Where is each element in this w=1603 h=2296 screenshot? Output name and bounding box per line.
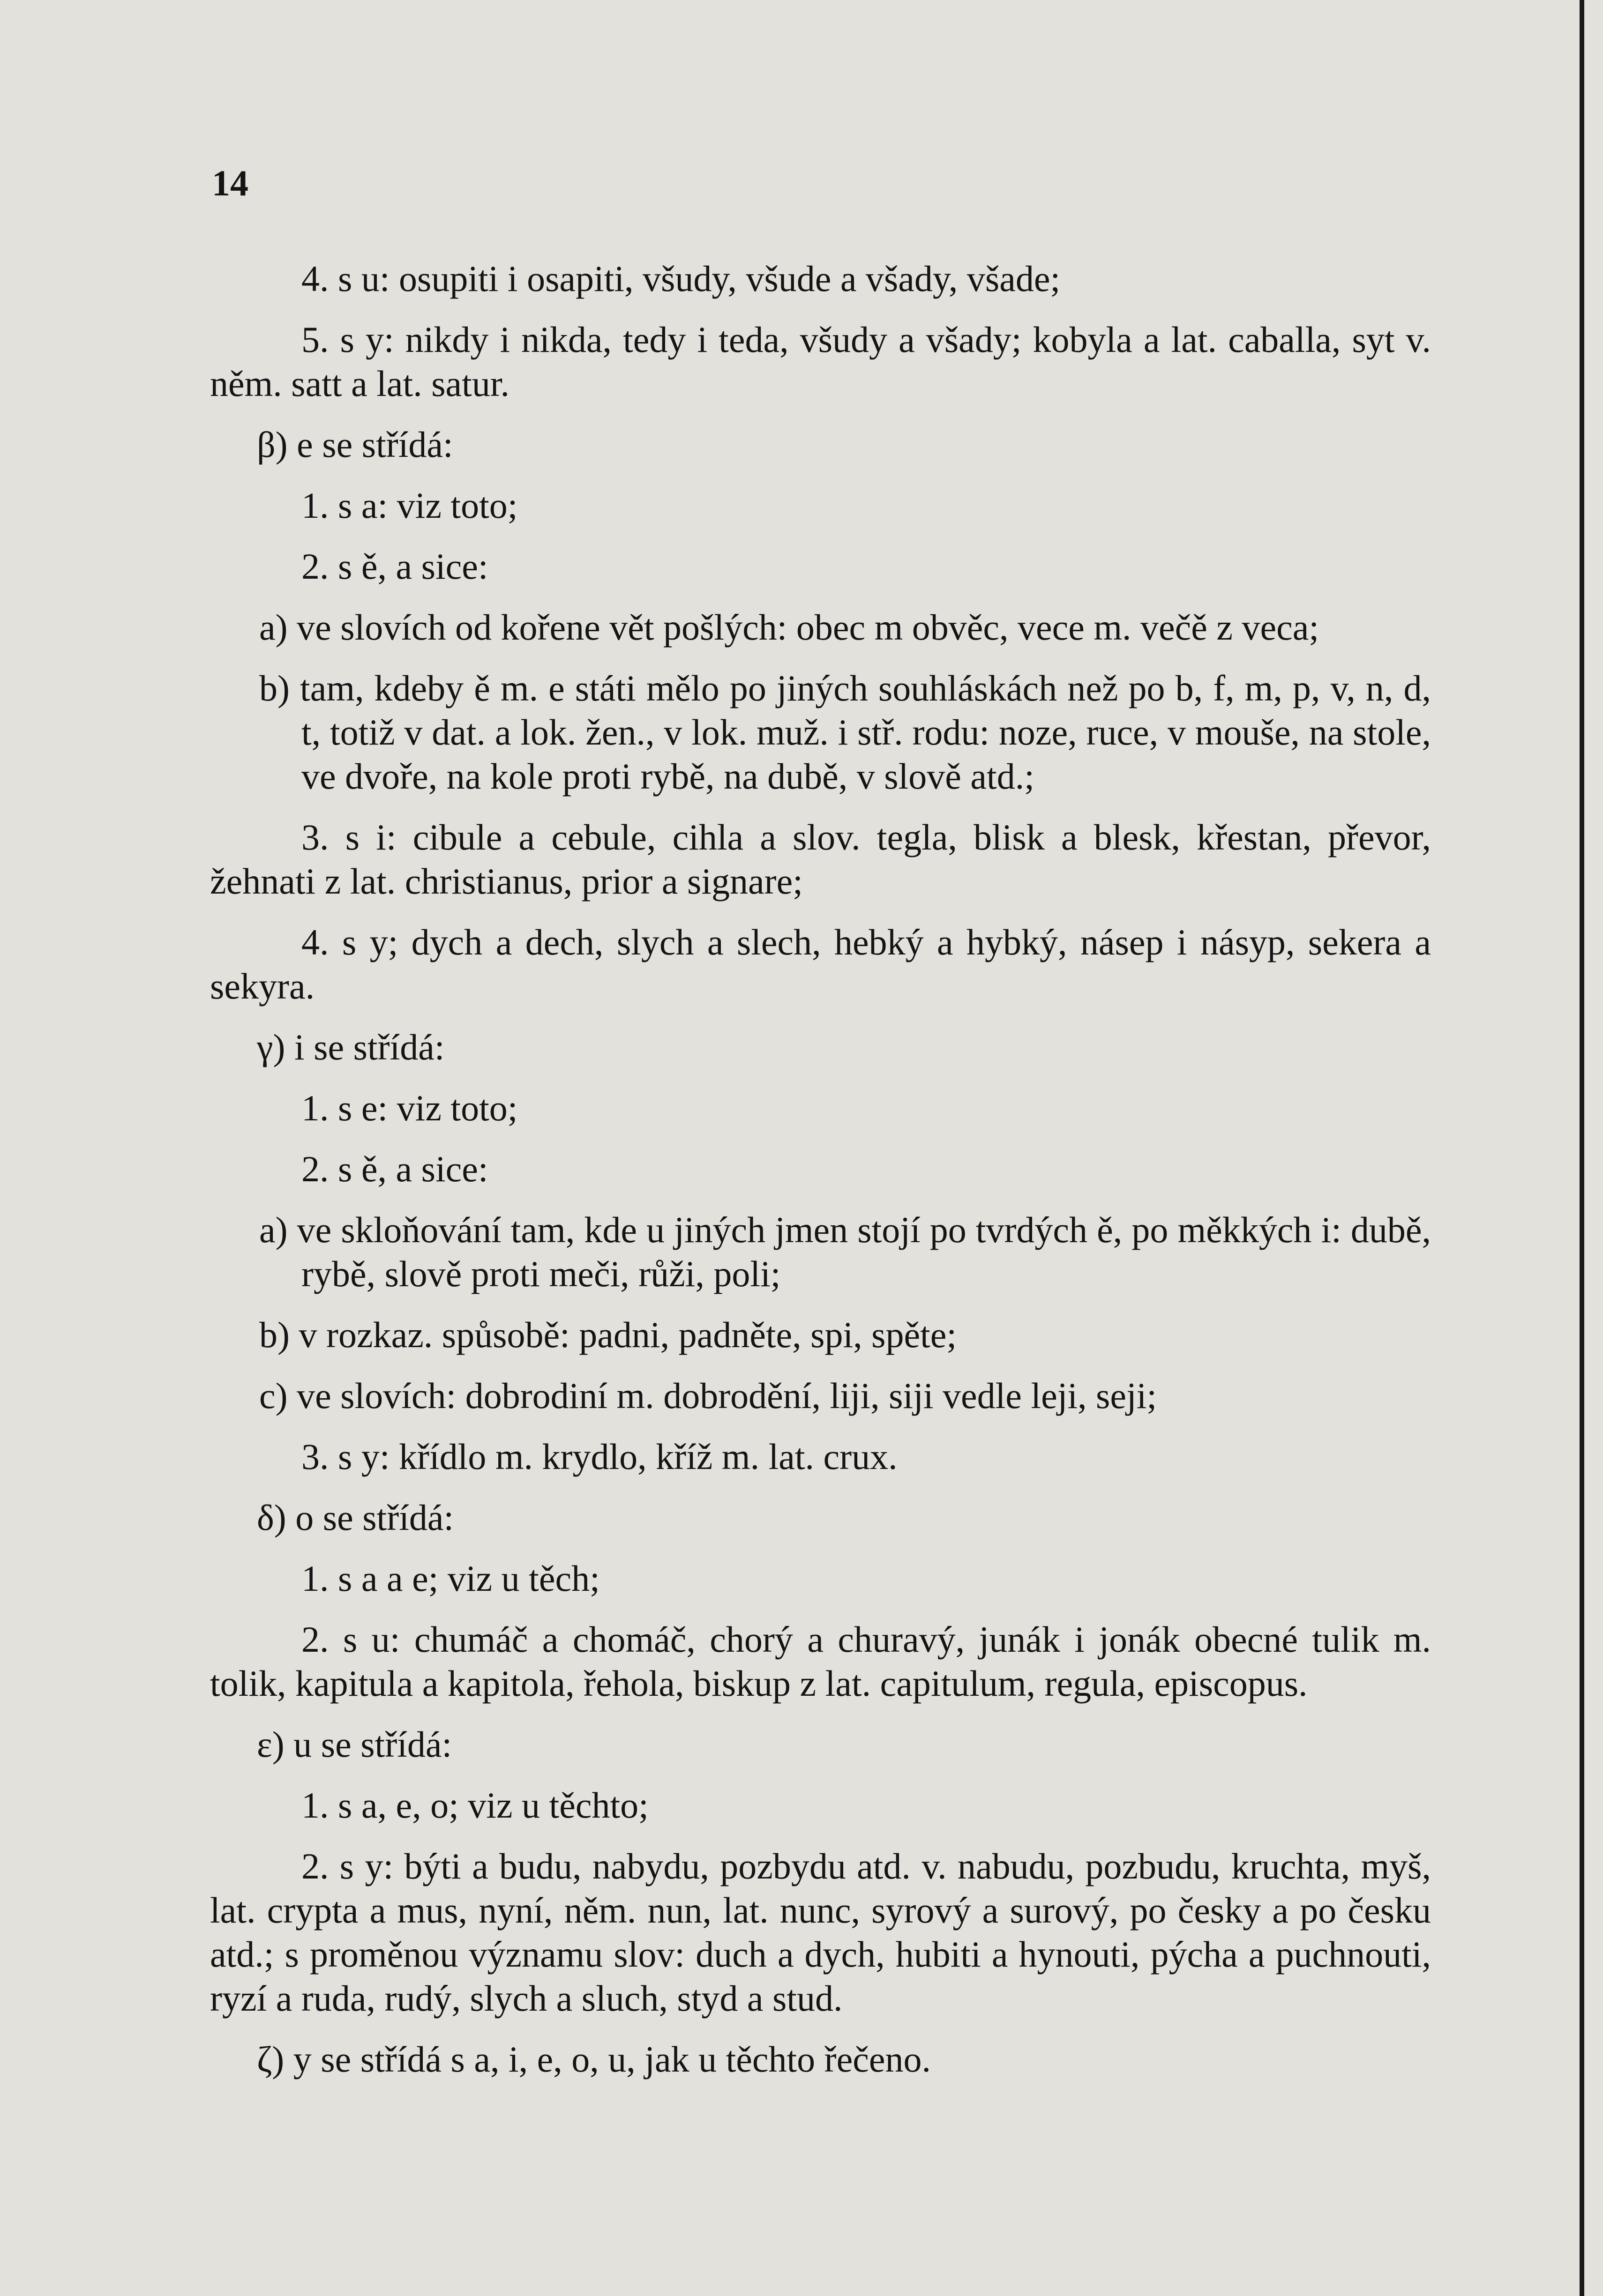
item-epsilon-2: 2. s y: býti a budu, nabydu, pozbydu atd. v. nabudu, pozbudu, kruchta, myš, lat. crypta a mus, nyní, něm. nun, lat. nunc, syrový a surový, po česky a po česku atd.; s proměnou významu slov: duch a dych, hubiti a hynouti, pýcha a puchnouti, ryzí a ruda, rudý, slych a sluch, styd a stud.: [210, 1846, 1431, 2019]
section-gamma-heading: γ) i se střídá:: [257, 1027, 445, 1067]
item-beta-4: 4. s y; dych a dech, slych a slech, hebký a hybký, násep i násyp, sekera a sekyra.: [210, 922, 1431, 1006]
section-zeta: ζ) y se střídá s a, i, e, o, u, jak u těchto řečeno.: [257, 2039, 931, 2080]
item-beta-2b: b) tam, kdeby ě m. e státi mělo po jiných souhláskách než po b, f, m, p, v, n, d, t, totiž v dat. a lok. žen., v lok. muž. i stř. rodu: noze, ruce, v mouše, na stole, ve dvoře, na kole proti rybě, na dubě, v slově atd.;: [259, 668, 1431, 797]
item-u4: 4. s u: osupiti i osapiti, všudy, všude a všady, všade;: [301, 258, 1061, 299]
item-beta-2a: a) ve slovích od kořene vět pošlých: obec m obvěc, vece m. večě z veca;: [259, 607, 1319, 648]
item-y5: 5. s y: nikdy i nikda, tedy i teda, všudy a všady; kobyla a lat. caballa, syt v. něm. satt a lat. satur.: [210, 319, 1431, 404]
item-beta-2: 2. s ě, a sice:: [301, 546, 488, 587]
item-delta-2: 2. s u: chumáč a chomáč, chorý a churavý, junák i jonák obecné tulik m. tolik, kapitula a kapitola, řehola, biskup z lat. capitulum, regula, episcopus.: [210, 1619, 1431, 1704]
item-epsilon-1: 1. s a, e, o; viz u těchto;: [301, 1785, 649, 1826]
page-number: 14: [212, 163, 248, 203]
item-gamma-2a: a) ve skloňování tam, kde u jiných jmen stojí po tvrdých ě, po měkkých i: dubě, rybě, slově proti meči, růži, poli;: [259, 1209, 1431, 1294]
page-text: [210, 257, 1431, 2081]
item-delta-1: 1. s a a e; viz u těch;: [301, 1558, 600, 1599]
item-beta-1: 1. s a: viz toto;: [301, 485, 518, 526]
page-edge: [1580, 0, 1584, 2296]
section-delta-heading: δ) o se střídá:: [257, 1497, 454, 1538]
item-gamma-2c: c) ve slovích: dobrodiní m. dobrodění, liji, siji vedle leji, seji;: [259, 1375, 1157, 1416]
item-gamma-1: 1. s e: viz toto;: [301, 1088, 518, 1128]
item-gamma-2b: b) v rozkaz. spůsobě: padni, padněte, spi, spěte;: [259, 1314, 957, 1355]
item-gamma-3: 3. s y: křídlo m. krydlo, kříž m. lat. crux.: [301, 1436, 898, 1477]
item-gamma-2: 2. s ě, a sice:: [301, 1148, 488, 1189]
section-epsilon-heading: ε) u se střídá:: [257, 1724, 452, 1765]
section-beta-heading: β) e se střídá:: [257, 424, 453, 465]
item-beta-3: 3. s i: cibule a cebule, cihla a slov. tegla, blisk a blesk, křestan, převor, žehnati z lat. christianus, prior a signare;: [210, 817, 1431, 902]
